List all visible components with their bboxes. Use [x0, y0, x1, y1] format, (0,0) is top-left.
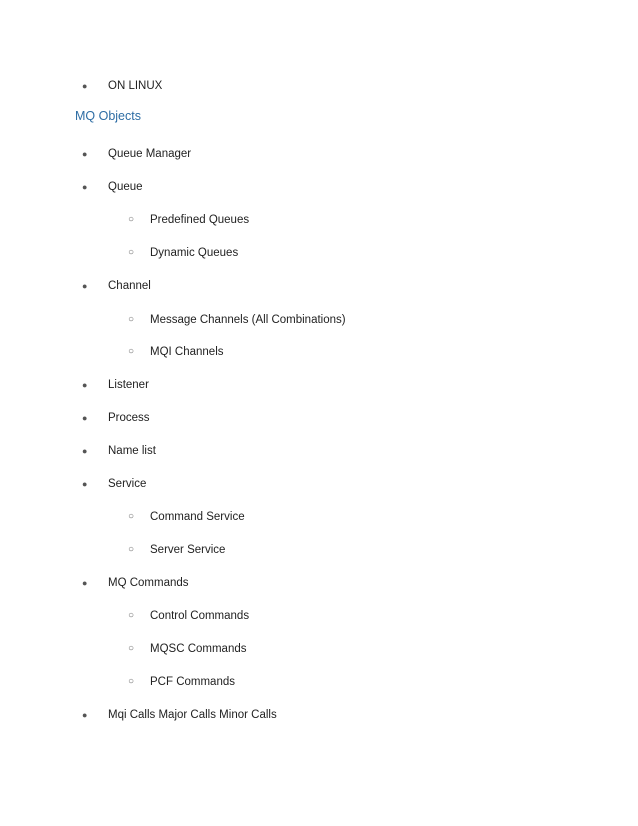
bullet-disc-icon: ●	[82, 81, 88, 91]
sublist-item-predefined-queues	[128, 212, 249, 228]
list-item-label: Server Service	[150, 544, 226, 556]
bullet-circle-icon: ○	[128, 610, 135, 621]
sublist-item-message-channels	[128, 312, 346, 328]
list-item-label: Name list	[108, 445, 156, 457]
bullet-disc-icon: ●	[82, 479, 88, 489]
sublist-item-dynamic-queues	[128, 245, 238, 261]
list-item-listener	[82, 377, 149, 393]
bullet-circle-icon: ○	[128, 676, 135, 687]
bullet-circle-icon: ○	[128, 346, 135, 357]
sublist-item-control-commands	[128, 608, 249, 624]
list-item-label: Command Service	[150, 511, 245, 523]
sublist-item-mqsc-commands	[128, 641, 247, 657]
list-item-mq-commands	[82, 575, 189, 591]
bullet-disc-icon: ●	[82, 578, 88, 588]
list-item-label: MQSC Commands	[150, 643, 247, 655]
list-item-process	[82, 410, 150, 426]
section-heading: MQ Objects	[75, 109, 141, 123]
list-item-label: Service	[108, 478, 147, 490]
list-item-label: Channel	[108, 280, 151, 292]
list-item-label: Process	[108, 412, 150, 424]
list-item-service	[82, 476, 146, 492]
bullet-circle-icon: ○	[128, 314, 135, 325]
list-item-channel	[82, 278, 151, 294]
list-item-label: Mqi Calls Major Calls Minor Calls	[108, 709, 277, 721]
list-item-label: Predefined Queues	[150, 214, 250, 226]
list-item-label: Control Commands	[150, 610, 250, 622]
sublist-item-mqi-channels	[128, 344, 224, 360]
bullet-disc-icon: ●	[82, 380, 88, 390]
list-item-queue-manager	[82, 146, 191, 162]
bullet-disc-icon: ●	[82, 182, 88, 192]
list-item-label: Listener	[108, 379, 149, 391]
sublist-item-pcf-commands	[128, 674, 235, 690]
bullet-circle-icon: ○	[128, 511, 135, 522]
bullet-circle-icon: ○	[128, 214, 135, 225]
list-item-on-linux	[82, 78, 162, 94]
list-item-label: MQI Channels	[150, 346, 224, 358]
list-item-mqi-calls	[82, 707, 277, 723]
sublist-item-command-service	[128, 509, 245, 525]
bullet-disc-icon: ●	[82, 413, 88, 423]
bullet-circle-icon: ○	[128, 643, 135, 654]
list-item-queue	[82, 179, 143, 195]
list-item-label: MQ Commands	[108, 577, 189, 589]
sublist-item-server-service	[128, 542, 225, 558]
list-item-label: Queue Manager	[108, 148, 192, 160]
list-item-label: Queue	[108, 181, 143, 193]
list-item-label: ON LINUX	[108, 80, 163, 92]
bullet-circle-icon: ○	[128, 544, 135, 555]
bullet-circle-icon: ○	[128, 247, 135, 258]
list-item-label: PCF Commands	[150, 676, 235, 688]
bullet-disc-icon: ●	[82, 281, 88, 291]
bullet-disc-icon: ●	[82, 710, 88, 720]
list-item-name-list	[82, 443, 156, 459]
list-item-label: Message Channels (All Combinations)	[150, 314, 346, 326]
bullet-disc-icon: ●	[82, 446, 88, 456]
bullet-disc-icon: ●	[82, 149, 88, 159]
list-item-label: Dynamic Queues	[150, 247, 239, 259]
